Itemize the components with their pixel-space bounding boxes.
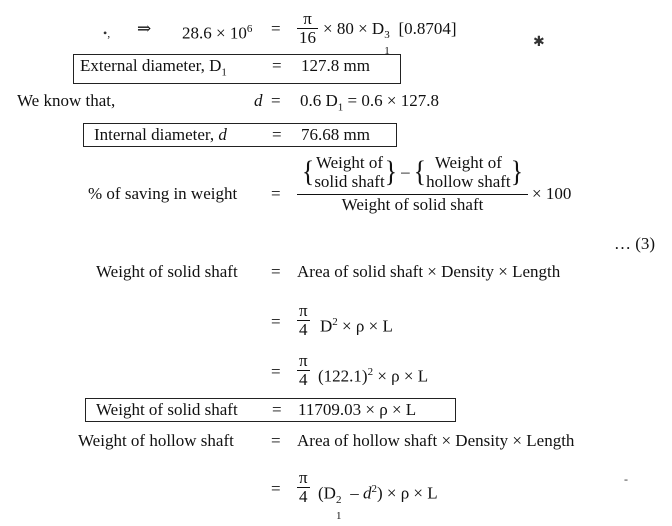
line11-rhs-c: ) × ρ × L [376,483,438,503]
saving-label: % of saving in weight [88,184,238,203]
line8-rhs-sup: 2 [367,366,374,378]
line11-rhs-a: (D [318,483,336,503]
denominator: 4 [299,370,308,389]
line1-lhs [182,19,252,44]
denominator: 4 [299,487,308,506]
line11-rhs-dsup: 2 [371,483,377,495]
internal-diameter-var: d [218,125,227,144]
line9-equals: = [272,400,282,419]
line8-equals: = [271,362,281,381]
line11-rhs [318,479,438,522]
internal-diameter-value: 76.68 mm [301,125,370,144]
times-hundred: × 100 [532,184,572,203]
line10-equals: = [271,431,281,450]
line1-lhs-text: 28.6 × 10 [182,23,247,43]
pi-symbol: π [303,9,312,28]
line1-equals: = [271,19,281,38]
line6-equals: = [271,262,281,281]
line1-rhs-sub: 1 [384,45,390,57]
line3-rhs [300,91,439,117]
num2-line-a: Weight of [434,153,502,172]
speck-mark: •, [103,26,111,40]
line11-rhs-sup: 2 [335,493,342,506]
line7-rhs-a: D [320,316,333,336]
line5-equals: = [271,184,281,203]
external-diameter-value: 127.8 mm [301,56,370,75]
saving-denominator: Weight of solid shaft [297,194,528,215]
line7-rhs [320,312,393,337]
line11-fraction [297,469,310,506]
hollow-weight-label: Weight of hollow shaft [78,431,234,450]
line8-rhs-b: × ρ × L [373,366,429,386]
line7-equals: = [271,312,281,331]
line1-lhs-exp: 6 [246,23,253,35]
pi-symbol: π [299,468,308,487]
line3-rhs-sub: 1 [337,101,344,114]
solid-weight-result-label: Weight of solid shaft [96,400,238,419]
line8-rhs-a: (122.1) [318,366,368,386]
pi-symbol: π [299,351,308,370]
saving-numerator [302,150,523,194]
numerator-minus: – [401,162,410,181]
line1-rhs-a: × 80 × D [323,19,385,38]
line1-fraction [297,10,318,47]
saving-fraction [297,150,528,215]
line11-rhs-b: – [345,483,363,503]
internal-diameter-label: Internal diameter, [94,125,215,144]
line3-rhs-b: = 0.6 × 127.8 [343,91,439,110]
line1-rhs-sup: 3 [384,29,390,41]
line2-equals: = [272,56,282,75]
solid-weight-result-box [85,398,456,422]
line4-equals: = [272,125,282,144]
solid-weight-result-value: 11709.03 × ρ × L [298,400,417,419]
line3-equals: = [271,91,281,110]
speck-mark: - [624,472,628,486]
we-know-that: We know that, [17,91,116,110]
line1-rhs [323,19,457,57]
solid-shaft-group: { Weight of solid shaft } [301,153,398,191]
speck-mark: ✱ [533,35,545,50]
line8-rhs [318,362,428,387]
solid-weight-label: Weight of solid shaft [96,262,238,281]
equation-number: … (3) [614,234,656,253]
line3-var: d [254,91,263,110]
pi-symbol: π [299,301,308,320]
num1-line-b: solid shaft [314,172,385,191]
solid-weight-formula: Area of solid shaft × Density × Length [297,262,561,281]
hollow-weight-formula: Area of hollow shaft × Density × Length [297,431,575,450]
line1-rhs-b: [0.8704] [398,19,457,38]
num1-line-a: Weight of [315,153,384,172]
external-diameter-box [73,54,401,84]
line7-rhs-b: × ρ × L [337,316,393,336]
line3-rhs-a: 0.6 D [300,91,338,110]
line7-fraction [297,302,310,339]
internal-diameter-box [83,123,397,147]
line8-fraction [297,352,310,389]
line11-equals: = [271,479,281,498]
denominator: 4 [299,320,308,339]
num2-line-b: hollow shaft [426,172,511,191]
external-diameter-sub: 1 [221,66,227,79]
implies-arrow: ⇒ [137,19,152,38]
line7-rhs-sup: 2 [332,316,338,328]
line11-rhs-sub: 1 [335,509,342,522]
denominator: 16 [299,28,316,47]
line11-rhs-d: d [362,483,372,503]
external-diameter-label: External diameter, D [80,56,222,75]
hollow-shaft-group: { Weight of hollow shaft } [413,153,524,191]
